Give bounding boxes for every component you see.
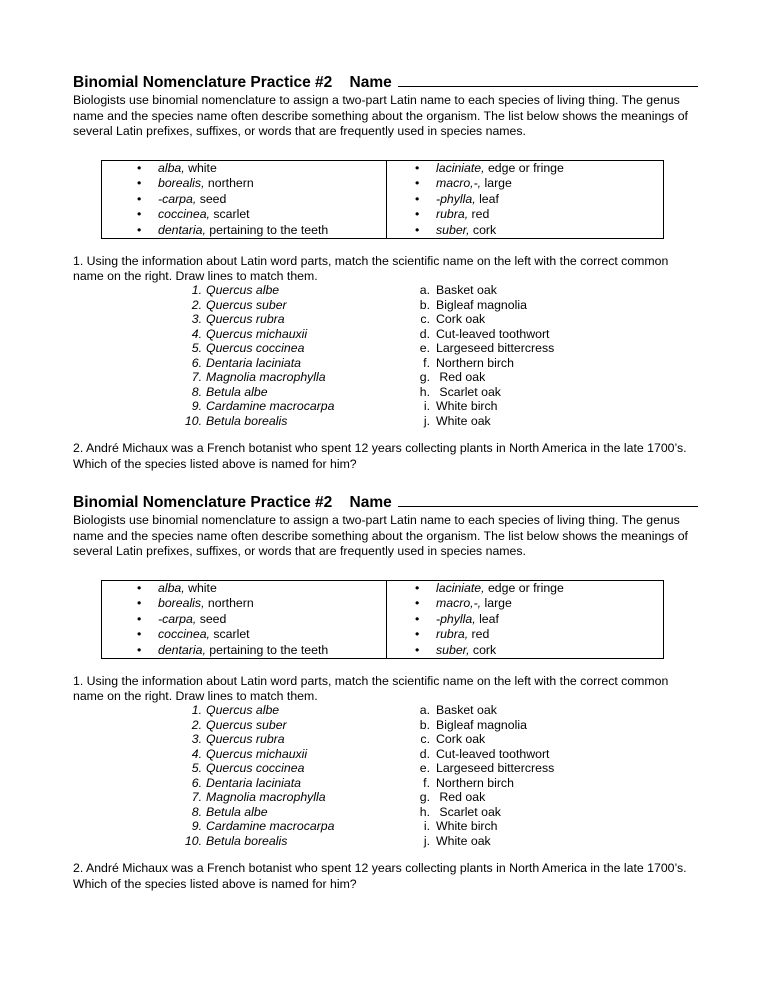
vocab-item: • -carpa, seed — [137, 611, 227, 626]
common-name-list — [410, 283, 554, 428]
vocab-item: • rubra, red — [415, 207, 490, 222]
scientific-name-row[interactable]: 7. Magnolia macrophylla — [191, 370, 326, 385]
worksheet-heading — [73, 491, 703, 513]
scientific-name-row[interactable]: 4. Quercus michauxii — [191, 326, 308, 341]
vocab-column-left — [102, 160, 387, 239]
question-2: 2. André Michaux was a French botanist who spent 12 years collecting plants in North America in the late 1700’s. Which of the species listed above is named for him? — [73, 861, 687, 891]
matching-block — [73, 703, 703, 849]
common-name-row[interactable]: d. Cut-leaved toothwort — [419, 326, 550, 341]
worksheet-section-2 — [73, 491, 703, 892]
bullet-icon: • — [137, 222, 142, 237]
bullet-icon: • — [415, 222, 420, 237]
scientific-name-row[interactable]: 7. Magnolia macrophylla — [191, 790, 326, 805]
bullet-icon: • — [137, 611, 142, 626]
worksheet-section-1 — [73, 71, 703, 472]
vocab-item: • laciniate, edge or fringe — [415, 160, 564, 175]
vocab-item: • coccinea, scarlet — [137, 207, 250, 222]
scientific-name-row[interactable]: 10. Betula borealis — [184, 413, 288, 428]
common-name-row[interactable]: a. Basket oak — [419, 703, 497, 718]
worksheet-heading — [73, 71, 703, 93]
vocab-item: • macro,-, large — [415, 176, 512, 191]
question-2: 2. André Michaux was a French botanist who spent 12 years collecting plants in North America in the late 1700’s. Which of the species listed above is named for him? — [73, 441, 687, 471]
common-name-row[interactable]: d. Cut-leaved toothwort — [419, 746, 550, 761]
bullet-icon: • — [415, 627, 420, 642]
bullet-icon: • — [137, 176, 142, 191]
common-name-row[interactable]: e. Largeseed bittercress — [419, 761, 555, 776]
vocab-item: • alba, white — [137, 160, 217, 175]
vocab-item: • macro,-, large — [415, 596, 512, 611]
scientific-name-list — [176, 703, 335, 848]
scientific-name-row[interactable]: 9. Cardamine macrocarpa — [191, 399, 335, 414]
bullet-icon: • — [137, 580, 142, 595]
name-blank-line[interactable] — [398, 71, 698, 87]
vocab-item: • rubra, red — [415, 627, 490, 642]
scientific-name-row[interactable]: 4. Quercus michauxii — [191, 746, 308, 761]
scientific-name-list — [176, 283, 335, 428]
scientific-name-row[interactable]: 1. Quercus albe — [191, 703, 280, 718]
scientific-name-row[interactable]: 8. Betula albe — [191, 804, 268, 819]
scientific-name-row[interactable]: 1. Quercus albe — [191, 283, 280, 298]
common-name-row[interactable]: f. Northern birch — [423, 355, 514, 370]
bullet-icon: • — [415, 207, 420, 222]
scientific-name-row[interactable]: 10. Betula borealis — [184, 833, 288, 848]
worksheet-title: Binomial Nomenclature Practice #2 — [73, 494, 333, 511]
scientific-name-row[interactable]: 9. Cardamine macrocarpa — [191, 819, 335, 834]
bullet-icon: • — [415, 642, 420, 657]
bullet-icon: • — [137, 627, 142, 642]
vocab-item: • -phylla, leaf — [415, 191, 499, 206]
bullet-icon: • — [415, 160, 420, 175]
name-blank-line[interactable] — [398, 491, 698, 507]
scientific-name-row[interactable]: 2. Quercus suber — [191, 297, 287, 312]
question-1: 1. Using the information about Latin word parts, match the scientific name on the left with the correct common name on the right. Draw lines to match them. — [73, 674, 669, 703]
common-name-row[interactable]: h. Scarlet oak — [419, 804, 501, 819]
bullet-icon: • — [415, 611, 420, 626]
matching-block — [73, 283, 703, 429]
scientific-name-row[interactable]: 3. Quercus rubra — [191, 732, 285, 747]
vocab-item: • laciniate, edge or fringe — [415, 580, 564, 595]
intro-paragraph: Biologists use binomial nomenclature to assign a two-part Latin name to each species of living thing. The genus name and the species name often describe something about the organism. The list below shows the meanings of several Latin prefixes, suffixes, or words that are frequently used in species names. — [73, 93, 688, 138]
common-name-row[interactable]: a. Basket oak — [419, 283, 497, 298]
question-1: 1. Using the information about Latin word parts, match the scientific name on the left with the correct common name on the right. Draw lines to match them. — [73, 254, 669, 283]
scientific-name-row[interactable]: 3. Quercus rubra — [191, 312, 285, 327]
common-name-row[interactable]: i. White birch — [423, 399, 498, 414]
bullet-icon: • — [137, 207, 142, 222]
vocab-column-left — [102, 580, 387, 659]
bullet-icon: • — [415, 580, 420, 595]
scientific-name-row[interactable]: 5. Quercus coccinea — [191, 761, 305, 776]
bullet-icon: • — [415, 191, 420, 206]
vocab-item: • suber, cork — [415, 642, 497, 657]
scientific-name-row[interactable]: 2. Quercus suber — [191, 717, 287, 732]
vocab-item: • alba, white — [137, 580, 217, 595]
common-name-list — [410, 703, 554, 848]
common-name-row[interactable]: g. Red oak — [419, 370, 486, 385]
vocab-item: • -carpa, seed — [137, 191, 227, 206]
vocab-item: • dentaria, pertaining to the teeth — [137, 222, 329, 237]
vocab-table — [101, 160, 664, 240]
common-name-row[interactable]: h. Scarlet oak — [419, 384, 501, 399]
common-name-row[interactable]: b. Bigleaf magnolia — [419, 297, 527, 312]
name-label: Name — [349, 74, 392, 91]
vocab-item: • suber, cork — [415, 222, 497, 237]
vocab-item: • borealis, northern — [137, 176, 254, 191]
common-name-row[interactable]: b. Bigleaf magnolia — [419, 717, 527, 732]
bullet-icon: • — [137, 191, 142, 206]
bullet-icon: • — [415, 176, 420, 191]
common-name-row[interactable]: j. White oak — [423, 833, 491, 848]
worksheet-title: Binomial Nomenclature Practice #2 — [73, 74, 333, 91]
vocab-column-right — [387, 160, 664, 239]
vocab-item: • borealis, northern — [137, 596, 254, 611]
name-label: Name — [349, 494, 392, 511]
scientific-name-row[interactable]: 6. Dentaria laciniata — [191, 355, 302, 370]
common-name-row[interactable]: c. Cork oak — [420, 732, 486, 747]
common-name-row[interactable]: g. Red oak — [419, 790, 486, 805]
common-name-row[interactable]: e. Largeseed bittercress — [419, 341, 555, 356]
vocab-item: • coccinea, scarlet — [137, 627, 250, 642]
vocab-column-right — [387, 580, 664, 659]
bullet-icon: • — [137, 160, 142, 175]
bullet-icon: • — [415, 596, 420, 611]
vocab-item: • -phylla, leaf — [415, 611, 499, 626]
bullet-icon: • — [137, 596, 142, 611]
vocab-table — [101, 580, 664, 660]
scientific-name-row[interactable]: 5. Quercus coccinea — [191, 341, 305, 356]
vocab-item: • dentaria, pertaining to the teeth — [137, 642, 329, 657]
intro-paragraph: Biologists use binomial nomenclature to assign a two-part Latin name to each species of living thing. The genus name and the species name often describe something about the organism. The list below shows the meanings of several Latin prefixes, suffixes, or words that are frequently used in species names. — [73, 513, 688, 558]
bullet-icon: • — [137, 642, 142, 657]
common-name-row[interactable]: j. White oak — [423, 413, 491, 428]
common-name-row[interactable]: c. Cork oak — [420, 312, 486, 327]
common-name-row[interactable]: i. White birch — [423, 819, 498, 834]
common-name-row[interactable]: f. Northern birch — [423, 775, 514, 790]
scientific-name-row[interactable]: 8. Betula albe — [191, 384, 268, 399]
scientific-name-row[interactable]: 6. Dentaria laciniata — [191, 775, 302, 790]
